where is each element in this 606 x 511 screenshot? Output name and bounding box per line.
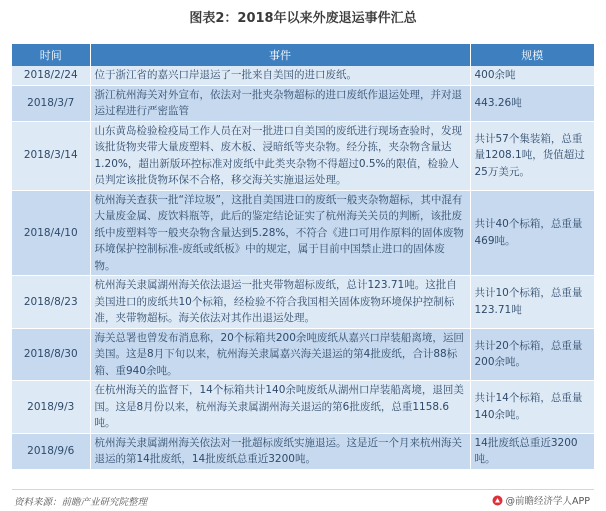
header-event: 事件 bbox=[90, 44, 470, 66]
row-date: 2018/3/7 bbox=[12, 85, 90, 121]
row-scale: 14批废纸总重近3200吨。 bbox=[470, 433, 594, 469]
brand-logo-icon bbox=[492, 495, 503, 506]
brand bbox=[492, 493, 590, 507]
row-event: 海关总署也曾发布消息称，20个标箱共200余吨废纸从嘉兴口岸装船离境，运回美国。这是8月下旬以来，杭州海关隶属嘉兴海关退运的第4批废纸，合计88标箱、重940余吨。 bbox=[90, 328, 470, 381]
row-event: 在杭州海关的监督下，14个标箱共计140余吨废纸从湖州口岸装船离境，退回美国。这是8月份以来，杭州海关隶属湖州海关退运的第6批废纸，总重1158.6吨。 bbox=[90, 381, 470, 434]
source-note: 资料来源：前瞻产业研究院整理 bbox=[14, 497, 148, 508]
chart-title: 图表2：2018年以来外废退运事件汇总 bbox=[189, 11, 417, 26]
row-date: 2018/9/3 bbox=[12, 381, 90, 434]
table-row bbox=[12, 276, 594, 329]
table-header-row bbox=[12, 44, 594, 66]
row-scale: 共计57个集装箱，总重量1208.1吨，货值超过25万美元。 bbox=[470, 121, 594, 190]
row-event: 位于浙江省的嘉兴口岸退运了一批来自美国的进口废纸。 bbox=[90, 66, 470, 85]
row-scale: 共计14个标箱，总重量140余吨。 bbox=[470, 381, 594, 434]
header-time: 时间 bbox=[12, 44, 90, 66]
row-scale: 400余吨 bbox=[470, 66, 594, 85]
row-date: 2018/8/23 bbox=[12, 276, 90, 329]
row-event: 杭州海关隶属湖州海关依法退运一批夹带物超标废纸，总计123.71吨。这批自美国进口的废纸共10个标箱，经检验不符合我国相关固体废物环境保护控制标准，夹带物超标。海关依法对其作出退运处理。 bbox=[90, 276, 470, 329]
row-scale: 共计40个标箱，总重量469吨。 bbox=[470, 190, 594, 276]
table-row bbox=[12, 328, 594, 381]
row-event: 山东黄岛检验检疫局工作人员在对一批进口自美国的废纸进行现场查验时，发现该批货物夹带大量废塑料、废木板、浸暗纸等夹杂物。经分拣，夹杂物含量达1.20%，超出新版环控标准对废纸中此类夹杂物不得超过0.5%的限值，检验人员判定该批货物环保不合格，移交海关实施退运处理。 bbox=[90, 121, 470, 190]
table-row bbox=[12, 433, 594, 469]
row-scale: 共计20个标箱，总重量200余吨。 bbox=[470, 328, 594, 381]
row-event: 杭州海关隶属湖州海关依法对一批超标废纸实施退运。这是近一个月来杭州海关退运的第14批废纸，14批废纸总重近3200吨。 bbox=[90, 433, 470, 469]
events-table bbox=[12, 44, 594, 470]
row-event: 杭州海关查获一批“洋垃圾”，这批自美国进口的废纸一般夹杂物超标，其中混有大量废金属、废饮料瓶等，此后的鉴定结论证实了杭州海关关员的判断，该批废纸中废塑料等一般夹杂物含量达到5.28%，不符合《进口可用作原料的固体废物环境保护控制标准-废纸或纸板》中的规定，属于目前中国禁止进口的固体废物。 bbox=[90, 190, 470, 276]
row-date: 2018/9/6 bbox=[12, 433, 90, 469]
row-date: 2018/4/10 bbox=[12, 190, 90, 276]
row-date: 2018/8/30 bbox=[12, 328, 90, 381]
row-date: 2018/2/24 bbox=[12, 66, 90, 85]
footer bbox=[12, 489, 594, 508]
table-row bbox=[12, 190, 594, 276]
row-scale: 共计10个标箱，总重量123.71吨 bbox=[470, 276, 594, 329]
row-date: 2018/3/14 bbox=[12, 121, 90, 190]
table-row bbox=[12, 85, 594, 121]
row-scale: 443.26吨 bbox=[470, 85, 594, 121]
table-row bbox=[12, 66, 594, 85]
brand-text: @前瞻经济学人APP bbox=[505, 496, 590, 507]
table-row bbox=[12, 121, 594, 190]
header-scale: 规模 bbox=[470, 44, 594, 66]
table-row bbox=[12, 381, 594, 434]
row-event: 浙江杭州海关对外宣布，依法对一批夹杂物超标的进口废纸作退运处理，并对退运过程进行严密监管 bbox=[90, 85, 470, 121]
